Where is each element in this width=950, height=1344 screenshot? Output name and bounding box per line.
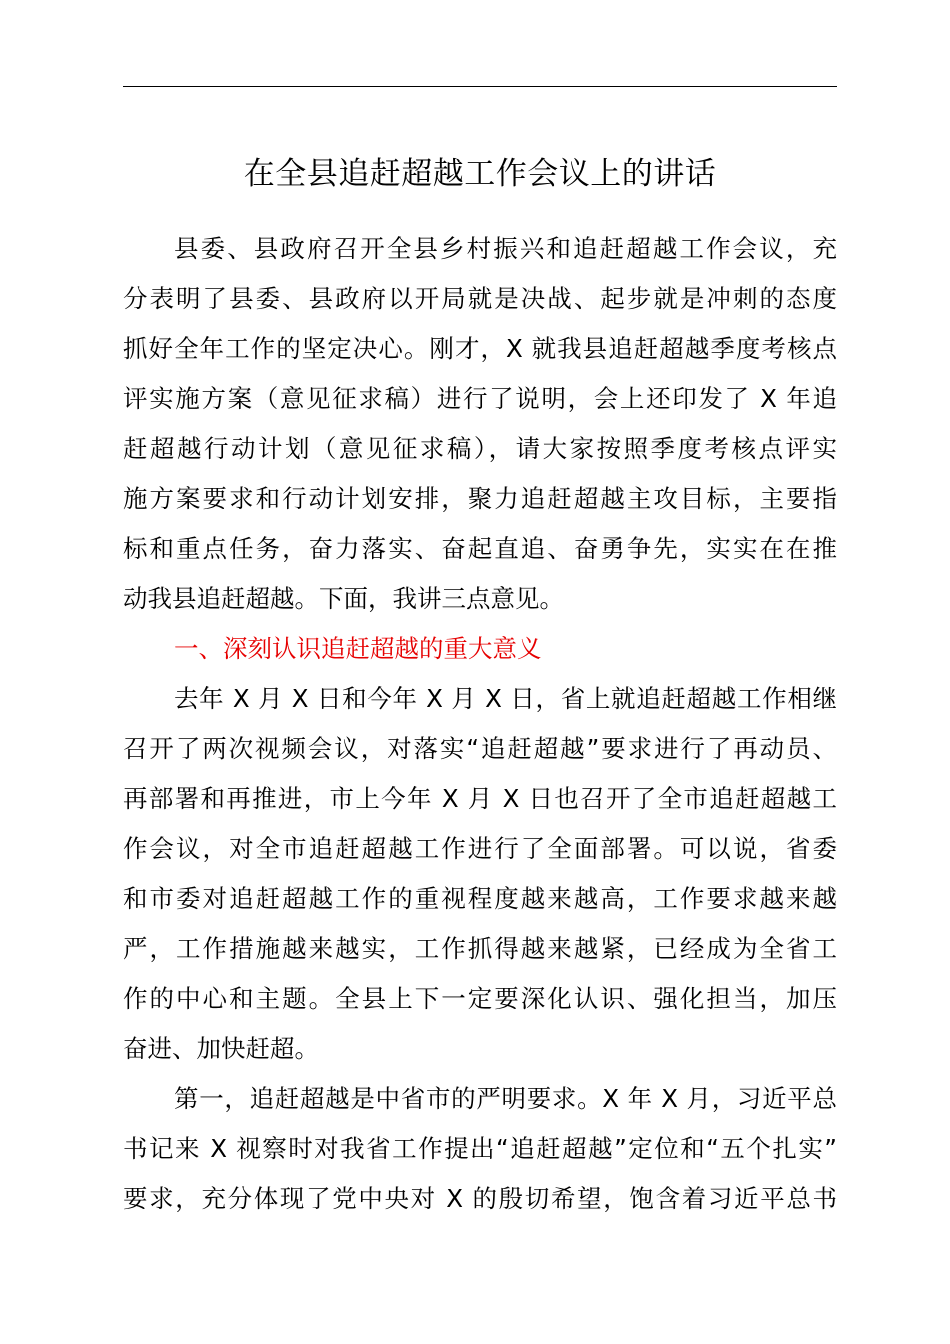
paragraph-line: 召开了两次视频会议，对落实“追赶超越”要求进行了再动员、 — [123, 734, 837, 763]
paragraph-line: 动我县追赶超越。下面，我讲三点意见。 — [123, 584, 564, 613]
header-rule — [123, 86, 837, 87]
paragraph-line: 再部署和再推进，市上今年 X 月 X 日也召开了全市追赶超越工 — [123, 784, 837, 813]
paragraph-line: 书记来 X 视察时对我省工作提出“追赶超越”定位和“五个扎实” — [123, 1134, 837, 1163]
paragraph-line: 评实施方案（意见征求稿）进行了说明，会上还印发了 X 年追 — [123, 384, 837, 413]
document-title: 在全县追赶超越工作会议上的讲话 — [243, 156, 717, 192]
paragraph-line: 要求，充分体现了党中央对 X 的殷切希望，饱含着习近平总书 — [123, 1184, 837, 1213]
paragraph-line: 第一，追赶超越是中省市的严明要求。X 年 X 月，习近平总 — [174, 1084, 837, 1113]
paragraph-line: 县委、县政府召开全县乡村振兴和追赶超越工作会议，充 — [174, 234, 837, 263]
paragraph-line: 赶超越行动计划（意见征求稿），请大家按照季度考核点评实 — [123, 434, 837, 463]
paragraph-line: 分表明了县委、县政府以开局就是决战、起步就是冲刺的态度 — [123, 284, 837, 313]
document-body — [123, 224, 837, 1224]
paragraph-line: 标和重点任务，奋力落实、奋起直追、奋勇争先，实实在在推 — [123, 534, 837, 563]
paragraph-line: 作的中心和主题。全县上下一定要深化认识、强化担当，加压 — [123, 984, 837, 1013]
paragraph-line: 奋进、加快赶超。 — [123, 1034, 319, 1063]
paragraph-line: 严，工作措施越来越实，工作抓得越来越紧，已经成为全省工 — [123, 934, 837, 963]
paragraph-line: 和市委对追赶超越工作的重视程度越来越高，工作要求越来越 — [123, 884, 837, 913]
section-heading: 一、深刻认识追赶超越的重大意义 — [174, 634, 542, 663]
paragraph-line: 作会议，对全市追赶超越工作进行了全面部署。可以说，省委 — [123, 834, 837, 863]
paragraph-line: 去年 X 月 X 日和今年 X 月 X 日，省上就追赶超越工作相继 — [174, 684, 837, 713]
paragraph-line: 抓好全年工作的坚定决心。刚才，X 就我县追赶超越季度考核点 — [123, 334, 837, 363]
paragraph-line: 施方案要求和行动计划安排，聚力追赶超越主攻目标，主要指 — [123, 484, 837, 513]
